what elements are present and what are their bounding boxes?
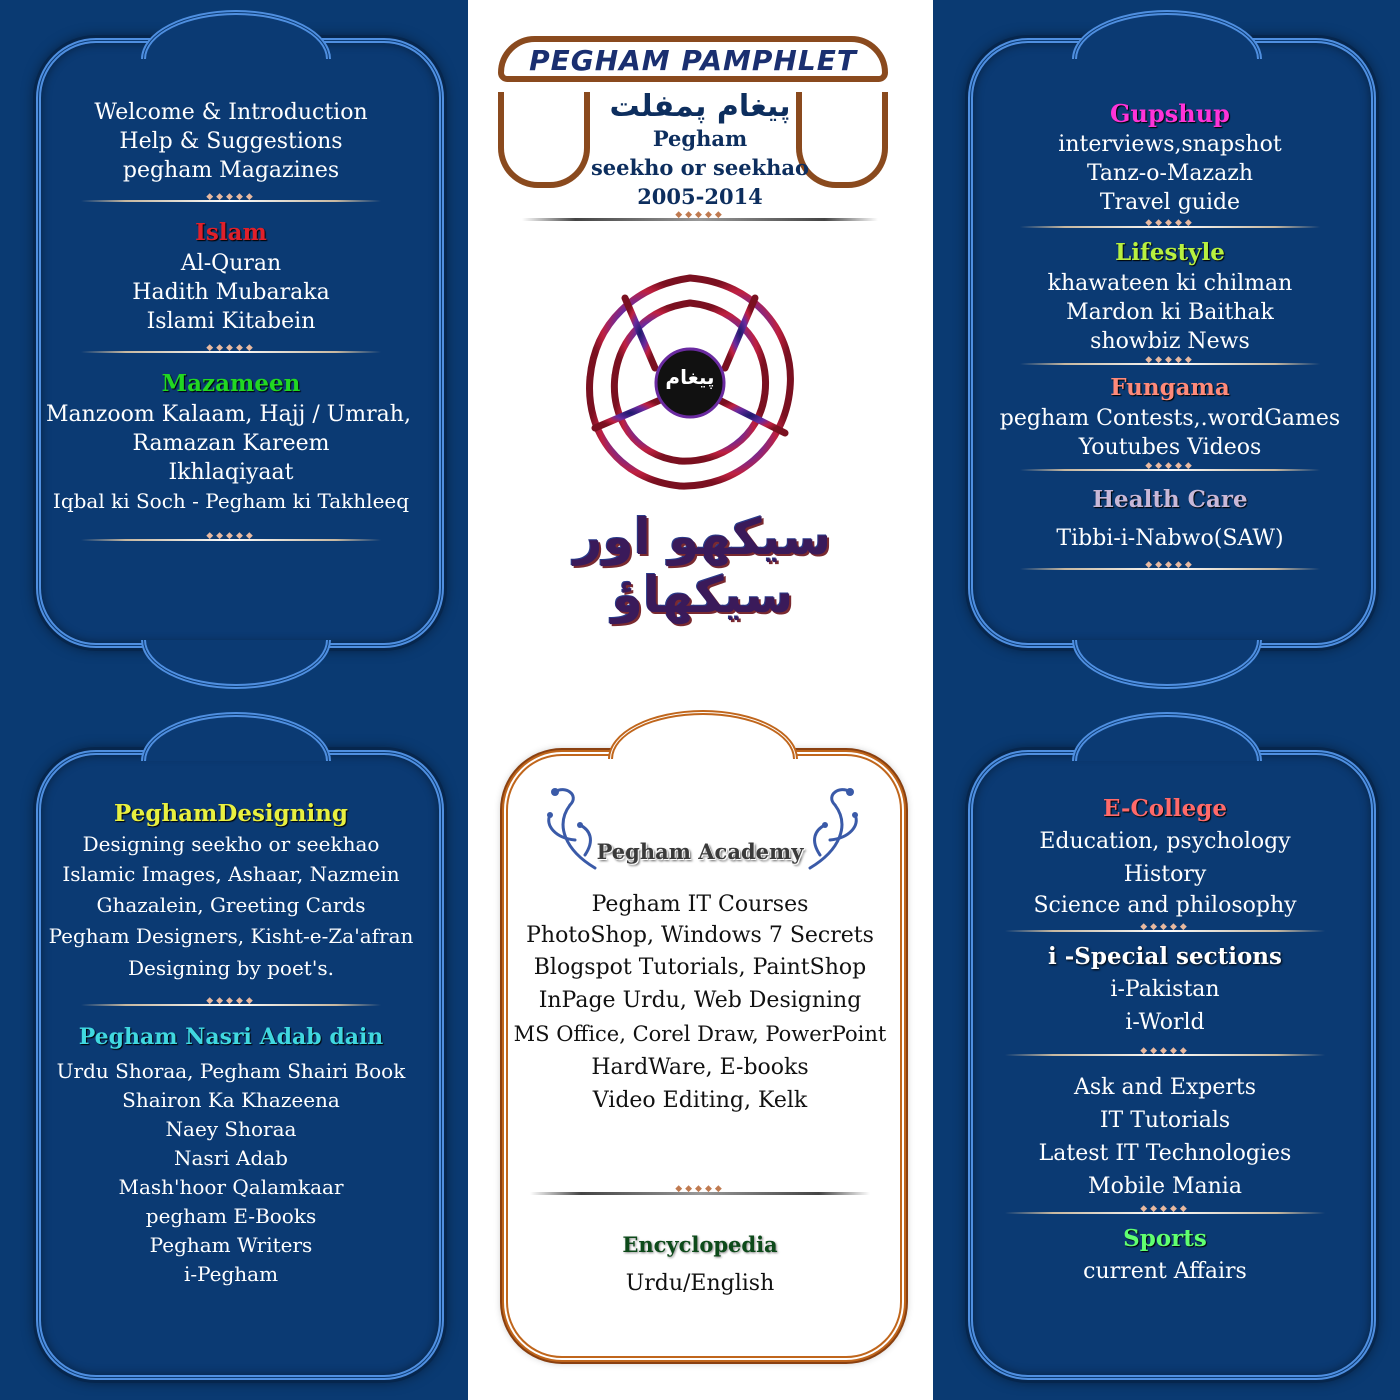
banner-title: PEGHAM PAMPHLET — [529, 44, 857, 77]
nasri-item[interactable]: i-Pegham — [183, 1262, 279, 1286]
top-left-content — [46, 98, 416, 556]
college-item[interactable]: Education, psychology — [1039, 829, 1291, 854]
academy-item[interactable]: PhotoShop, Windows 7 Secrets — [526, 923, 874, 948]
separator — [1020, 464, 1320, 476]
islam-item[interactable]: Al-Quran — [180, 251, 282, 276]
mazameen-item[interactable]: Iqbal ki Soch - Pegham ki Takhleeq — [52, 489, 410, 513]
it-item[interactable]: Mobile Mania — [1088, 1174, 1242, 1199]
nasri-item[interactable]: Mash'hoor Qalamkaar — [118, 1175, 344, 1199]
college-heading[interactable]: E-College — [1103, 795, 1227, 822]
urdu-title: پیغام پمفلت — [609, 89, 791, 124]
nasri-item[interactable]: Nasri Adab — [174, 1146, 288, 1170]
separator — [1020, 358, 1320, 370]
separator — [81, 534, 381, 546]
academy-heading[interactable]: Pegham Academy — [596, 839, 804, 864]
header-name: Pegham — [652, 126, 748, 151]
separator — [81, 195, 381, 207]
lifestyle-item[interactable]: showbiz News — [1090, 329, 1250, 354]
mazameen-heading[interactable]: Mazameen — [161, 370, 301, 397]
lifestyle-item[interactable]: Mardon ki Baithak — [1066, 300, 1274, 325]
designing-item[interactable]: Islamic Images, Ashaar, Nazmein — [62, 862, 400, 886]
fungama-item[interactable]: Youtubes Videos — [1078, 435, 1262, 460]
header-tagline: seekho or seekhao — [590, 155, 810, 180]
header-separator — [522, 213, 878, 225]
islam-item[interactable]: Islami Kitabein — [146, 309, 316, 334]
mazameen-item[interactable]: Manzoom Kalaam, Hajj / Umrah, — [46, 402, 411, 427]
gupshup-item[interactable]: Tanz-o-Mazazh — [1086, 161, 1254, 186]
gupshup-item[interactable]: Travel guide — [1099, 190, 1241, 215]
bottom-right-content — [980, 793, 1350, 1289]
nasri-item[interactable]: Pegham Writers — [149, 1233, 313, 1257]
academy-item[interactable]: MS Office, Corel Draw, PowerPoint — [513, 1022, 887, 1046]
designing-item[interactable]: Designing by poet's. — [128, 956, 334, 980]
nasri-item[interactable]: Shairon Ka Khazeena — [122, 1088, 340, 1112]
bottom-mid-content — [505, 836, 895, 1298]
academy-item[interactable]: InPage Urdu, Web Designing — [538, 988, 862, 1013]
intro-welcome[interactable]: Welcome & Introduction — [94, 100, 368, 125]
sports-heading[interactable]: Sports — [1123, 1225, 1207, 1252]
separator — [81, 346, 381, 358]
designing-item[interactable]: Ghazalein, Greeting Cards — [96, 893, 366, 917]
gupshup-heading[interactable]: Gupshup — [1110, 99, 1230, 128]
it-item[interactable]: Ask and Experts — [1073, 1075, 1257, 1100]
nasri-heading[interactable]: Pegham Nasri Adab dain — [78, 1024, 384, 1050]
nasri-item[interactable]: Urdu Shoraa, Pegham Shairi Book — [56, 1059, 406, 1083]
separator — [1005, 1049, 1325, 1061]
gupshup-item[interactable]: interviews,snapshot — [1058, 132, 1282, 157]
intro-magazines[interactable]: pegham Magazines — [122, 158, 340, 183]
header-text — [520, 90, 880, 211]
health-item[interactable]: Tibbi-i-Nabwo(SAW) — [1056, 526, 1284, 551]
mazameen-item[interactable]: Ramazan Kareem — [132, 431, 330, 456]
special-item[interactable]: i-Pakistan — [1110, 977, 1220, 1002]
lifestyle-item[interactable]: khawateen ki chilman — [1047, 271, 1293, 296]
special-item[interactable]: i-World — [1125, 1010, 1205, 1035]
separator — [81, 999, 381, 1011]
separator — [530, 1187, 870, 1199]
mazameen-item[interactable]: Ikhlaqiyaat — [168, 460, 294, 485]
separator — [1005, 925, 1325, 937]
separator — [1005, 1207, 1325, 1219]
academy-item[interactable]: Video Editing, Kelk — [592, 1088, 808, 1113]
academy-item[interactable]: Blogspot Tutorials, PaintShop — [533, 955, 867, 980]
sports-item[interactable]: current Affairs — [1083, 1259, 1247, 1284]
designing-heading[interactable]: PeghamDesigning — [114, 800, 348, 827]
it-item[interactable]: Latest IT Technologies — [1038, 1141, 1292, 1166]
top-right-content — [985, 98, 1355, 585]
it-item[interactable]: IT Tutorials — [1099, 1108, 1231, 1133]
emblem-logo: پیغام — [665, 365, 715, 389]
fungama-heading[interactable]: Fungama — [1110, 374, 1230, 401]
header-years: 2005-2014 — [637, 184, 763, 209]
fungama-item[interactable]: pegham Contests,.wordGames — [999, 406, 1341, 431]
lifestyle-heading[interactable]: Lifestyle — [1115, 239, 1225, 266]
islam-heading[interactable]: Islam — [195, 219, 267, 246]
islam-item[interactable]: Hadith Mubaraka — [132, 280, 330, 305]
encyclopedia-heading[interactable]: Encyclopedia — [622, 1232, 778, 1257]
separator — [1020, 221, 1320, 233]
designing-item[interactable]: Pegham Designers, Kisht-e-Za'afran — [48, 924, 414, 948]
academy-item[interactable]: Pegham IT Courses — [591, 892, 809, 917]
encyclopedia-item[interactable]: Urdu/English — [625, 1271, 775, 1296]
bottom-left-content — [46, 798, 416, 1289]
special-heading[interactable]: i -Special sections — [1048, 943, 1282, 970]
separator — [1020, 563, 1320, 575]
academy-item[interactable]: HardWare, E-books — [591, 1055, 809, 1080]
urdu-slogan: سیکھو اور سیکھاؤ — [573, 508, 832, 624]
nasri-item[interactable]: Naey Shoraa — [165, 1117, 297, 1141]
nasri-item[interactable]: pegham E-Books — [145, 1204, 317, 1228]
health-heading[interactable]: Health Care — [1092, 486, 1248, 513]
college-item[interactable]: History — [1123, 862, 1207, 887]
intro-help[interactable]: Help & Suggestions — [119, 129, 343, 154]
college-item[interactable]: Science and philosophy — [1033, 893, 1297, 918]
designing-item[interactable]: Designing seekho or seekhao — [82, 832, 380, 856]
